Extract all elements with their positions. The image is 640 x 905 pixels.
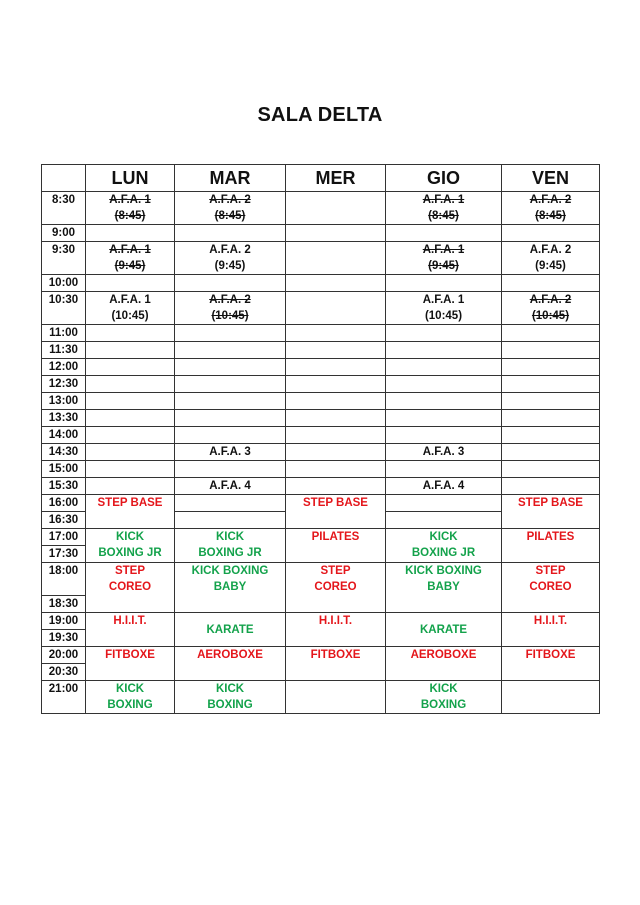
table-row	[42, 613, 600, 630]
time-label: 15:00	[42, 461, 86, 478]
table-row	[42, 192, 600, 225]
empty-cell	[86, 359, 175, 376]
class-cell: KICK BOXING JR	[386, 529, 502, 563]
empty-cell	[175, 325, 286, 342]
time-label: 9:00	[42, 225, 86, 242]
class-cell: H.I.I.T.	[86, 613, 175, 647]
empty-cell	[286, 410, 386, 427]
empty-cell	[386, 342, 502, 359]
class-cell: A.F.A. 4	[386, 478, 502, 495]
empty-cell	[175, 410, 286, 427]
page-title: SALA DELTA	[257, 104, 383, 126]
empty-cell	[286, 427, 386, 444]
class-cell: FITBOXE	[502, 647, 600, 681]
time-label: 11:00	[42, 325, 86, 342]
table-row	[42, 478, 600, 495]
time-label: 13:00	[42, 393, 86, 410]
empty-cell	[86, 478, 175, 495]
empty-cell	[286, 359, 386, 376]
class-cell: FITBOXE	[86, 647, 175, 681]
table-row	[42, 376, 600, 393]
time-label: 11:30	[42, 342, 86, 359]
time-label: 19:00	[42, 613, 86, 630]
empty-cell	[386, 325, 502, 342]
class-cell: STEP COREO	[86, 563, 175, 613]
empty-cell	[175, 512, 286, 529]
class-cell: A.F.A. 1 (9:45)	[86, 242, 175, 275]
empty-cell	[286, 444, 386, 461]
empty-cell	[502, 410, 600, 427]
empty-cell	[502, 376, 600, 393]
class-cell: AEROBOXE	[386, 647, 502, 681]
day-header-ven: VEN	[502, 165, 600, 192]
time-label: 19:30	[42, 630, 86, 647]
empty-cell	[386, 461, 502, 478]
table-row	[42, 325, 600, 342]
class-cell: KICK BOXING JR	[86, 529, 175, 563]
empty-cell	[175, 359, 286, 376]
table-row	[42, 359, 600, 376]
empty-cell	[502, 342, 600, 359]
class-cell: FITBOXE	[286, 647, 386, 681]
empty-cell	[86, 410, 175, 427]
day-header-lun: LUN	[86, 165, 175, 192]
empty-cell	[502, 444, 600, 461]
table-row	[42, 681, 600, 714]
time-label: 20:30	[42, 664, 86, 681]
empty-cell	[286, 342, 386, 359]
empty-cell	[86, 342, 175, 359]
empty-cell	[175, 275, 286, 292]
time-label: 13:30	[42, 410, 86, 427]
corner-cell	[42, 165, 86, 192]
empty-cell	[502, 225, 600, 242]
class-cell: KICK BOXING	[386, 681, 502, 714]
time-label: 20:00	[42, 647, 86, 664]
empty-cell	[286, 292, 386, 325]
empty-cell	[502, 325, 600, 342]
time-label: 16:00	[42, 495, 86, 512]
empty-cell	[86, 325, 175, 342]
table-row	[42, 393, 600, 410]
empty-cell	[286, 192, 386, 225]
day-header-gio: GIO	[386, 165, 502, 192]
time-label: 14:00	[42, 427, 86, 444]
empty-cell	[386, 225, 502, 242]
empty-cell	[502, 478, 600, 495]
empty-cell	[286, 393, 386, 410]
table-row	[42, 225, 600, 242]
empty-cell	[386, 376, 502, 393]
table-row	[42, 444, 600, 461]
empty-cell	[286, 275, 386, 292]
time-label: 18:00	[42, 563, 86, 596]
table-row	[42, 275, 600, 292]
empty-cell	[502, 275, 600, 292]
table-row	[42, 529, 600, 546]
empty-cell	[386, 275, 502, 292]
class-cell: A.F.A. 1 (8:45)	[86, 192, 175, 225]
empty-cell	[286, 478, 386, 495]
empty-cell	[175, 461, 286, 478]
class-cell: A.F.A. 2 (10:45)	[502, 292, 600, 325]
day-header-mar: MAR	[175, 165, 286, 192]
class-cell: A.F.A. 1 (8:45)	[386, 192, 502, 225]
class-cell: KICK BOXING	[86, 681, 175, 714]
class-cell: KARATE	[386, 613, 502, 647]
empty-cell	[386, 512, 502, 529]
empty-cell	[86, 393, 175, 410]
empty-cell	[286, 461, 386, 478]
class-cell: A.F.A. 2 (9:45)	[175, 242, 286, 275]
table-row	[42, 461, 600, 478]
empty-cell	[175, 225, 286, 242]
table-row	[42, 563, 600, 596]
empty-cell	[286, 325, 386, 342]
empty-cell	[502, 359, 600, 376]
empty-cell	[386, 495, 502, 512]
class-cell: A.F.A. 2 (9:45)	[502, 242, 600, 275]
class-cell: A.F.A. 2 (10:45)	[175, 292, 286, 325]
class-cell: KICK BOXING BABY	[386, 563, 502, 613]
schedule-table	[41, 164, 600, 714]
time-label: 14:30	[42, 444, 86, 461]
time-label: 17:30	[42, 546, 86, 563]
empty-cell	[175, 393, 286, 410]
time-label: 9:30	[42, 242, 86, 275]
time-label: 8:30	[42, 192, 86, 225]
class-cell: AEROBOXE	[175, 647, 286, 681]
class-cell: KICK BOXING JR	[175, 529, 286, 563]
empty-cell	[286, 376, 386, 393]
empty-cell	[386, 410, 502, 427]
empty-cell	[175, 495, 286, 512]
table-row	[42, 647, 600, 664]
class-cell: KARATE	[175, 613, 286, 647]
class-cell: STEP COREO	[286, 563, 386, 613]
class-cell: PILATES	[286, 529, 386, 563]
empty-cell	[86, 444, 175, 461]
class-cell: STEP BASE	[502, 495, 600, 529]
empty-cell	[175, 376, 286, 393]
class-cell: A.F.A. 1 (9:45)	[386, 242, 502, 275]
table-row	[42, 242, 600, 275]
empty-cell	[502, 681, 600, 714]
class-cell: KICK BOXING BABY	[175, 563, 286, 613]
time-label: 16:30	[42, 512, 86, 529]
empty-cell	[86, 225, 175, 242]
time-label: 15:30	[42, 478, 86, 495]
class-cell: PILATES	[502, 529, 600, 563]
time-label: 12:30	[42, 376, 86, 393]
time-label: 10:00	[42, 275, 86, 292]
table-row	[42, 495, 600, 512]
empty-cell	[86, 275, 175, 292]
class-cell: STEP BASE	[86, 495, 175, 529]
table-row	[42, 410, 600, 427]
empty-cell	[86, 427, 175, 444]
empty-cell	[86, 376, 175, 393]
class-cell: STEP COREO	[502, 563, 600, 613]
time-label: 18:30	[42, 596, 86, 613]
class-cell: A.F.A. 1 (10:45)	[86, 292, 175, 325]
time-label: 10:30	[42, 292, 86, 325]
time-label: 12:00	[42, 359, 86, 376]
empty-cell	[286, 225, 386, 242]
empty-cell	[175, 342, 286, 359]
empty-cell	[386, 427, 502, 444]
day-header-mer: MER	[286, 165, 386, 192]
table-row	[42, 427, 600, 444]
empty-cell	[286, 681, 386, 714]
empty-cell	[386, 359, 502, 376]
class-cell: H.I.I.T.	[502, 613, 600, 647]
empty-cell	[502, 427, 600, 444]
table-row	[42, 292, 600, 325]
header-row	[42, 165, 600, 192]
empty-cell	[86, 461, 175, 478]
class-cell: A.F.A. 2 (8:45)	[502, 192, 600, 225]
class-cell: STEP BASE	[286, 495, 386, 529]
class-cell: H.I.I.T.	[286, 613, 386, 647]
empty-cell	[502, 393, 600, 410]
class-cell: A.F.A. 3	[386, 444, 502, 461]
class-cell: A.F.A. 4	[175, 478, 286, 495]
class-cell: A.F.A. 1 (10:45)	[386, 292, 502, 325]
empty-cell	[502, 461, 600, 478]
class-cell: A.F.A. 3	[175, 444, 286, 461]
empty-cell	[386, 393, 502, 410]
class-cell: A.F.A. 2 (8:45)	[175, 192, 286, 225]
empty-cell	[286, 242, 386, 275]
time-label: 17:00	[42, 529, 86, 546]
time-label: 21:00	[42, 681, 86, 714]
empty-cell	[175, 427, 286, 444]
table-row	[42, 342, 600, 359]
class-cell: KICK BOXING	[175, 681, 286, 714]
